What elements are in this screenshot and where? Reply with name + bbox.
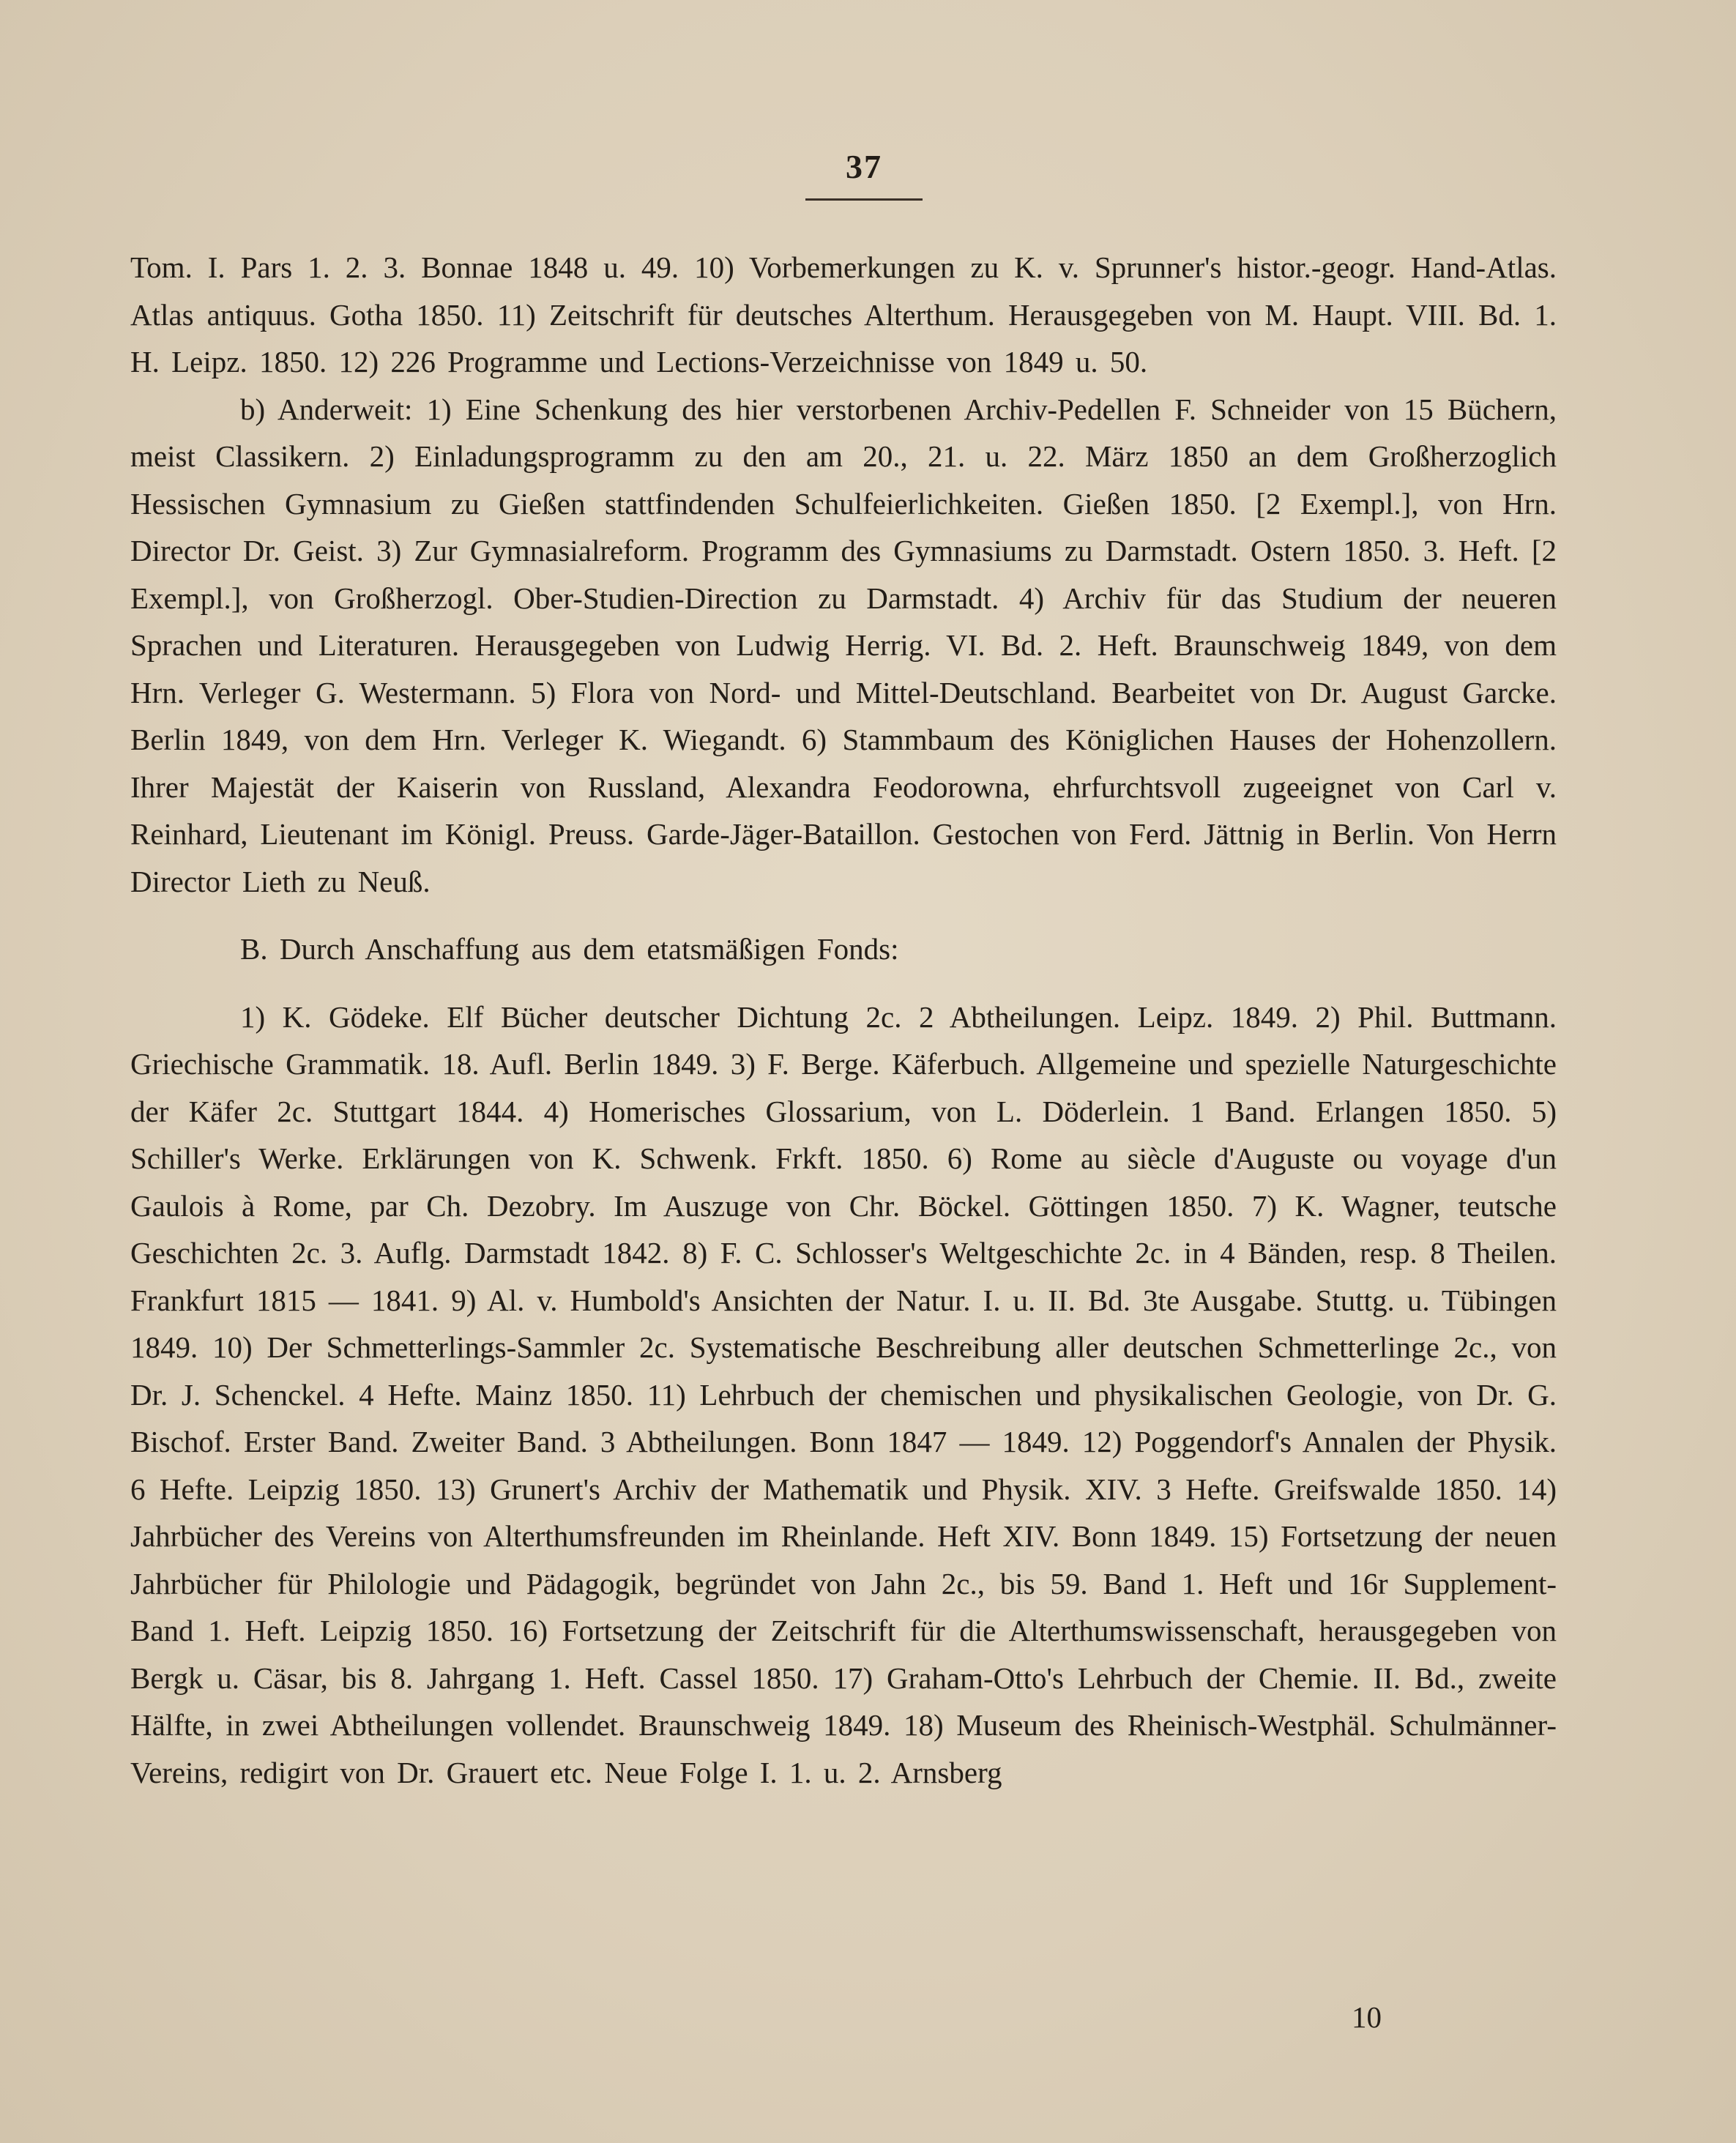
- header-rule: [805, 198, 923, 201]
- paragraph-continuation: Tom. I. Pars 1. 2. 3. Bonnae 1848 u. 49. 10) Vorbemerkungen zu K. v. Sprunner's histor.-geogr. Hand-Atlas. Atlas antiquus. Gotha 1850. 11) Zeitschrift für deutsches Alterthum. Herausgegeben von M. Haupt. VIII. Bd. 1. H. Leipz. 1850. 12) 226 Programme und Lections-Verzeichnisse von 1849 u. 50.: [130, 250, 1557, 379]
- section-heading-b: B. Durch Anschaffung aus dem etatsmäßigen Fonds:: [240, 932, 899, 966]
- body-text: [130, 244, 1557, 1796]
- paragraph-acquisitions-list: 1) K. Gödeke. Elf Bücher deutscher Dichtung 2c. 2 Abtheilungen. Leipz. 1849. 2) Phil. Buttmann. Griechische Grammatik. 18. Aufl. Berlin 1849. 3) F. Berge. Käferbuch. Allgemeine und spezielle Naturgeschichte der Käfer 2c. Stuttgart 1844. 4) Homerisches Glossarium, von L. Döderlein. 1 Band. Erlangen 1850. 5) Schiller's Werke. Erklärungen von K. Schwenk. Frkft. 1850. 6) Rome au siècle d'Auguste ou voyage d'un Gaulois à Rome, par Ch. Dezobry. Im Auszuge von Chr. Böckel. Göttingen 1850. 7) K. Wagner, teutsche Geschichten 2c. 3. Auflg. Darmstadt 1842. 8) F. C. Schlosser's Weltgeschichte 2c. in 4 Bänden, resp. 8 Theilen. Frankfurt 1815 — 1841. 9) Al. v. Humbold's Ansichten der Natur. I. u. II. Bd. 3te Ausgabe. Stuttg. u. Tübingen 1849. 10) Der Schmetterlings-Sammler 2c. Systematische Beschreibung aller deutschen Schmetterlinge 2c., von Dr. J. Schenckel. 4 Hefte. Mainz 1850. 11) Lehrbuch der chemischen und physikalischen Geologie, von Dr. G. Bischof. Erster Band. Zweiter Band. 3 Abtheilungen. Bonn 1847 — 1849. 12) Poggendorf's Annalen der Physik. 6 Hefte. Leipzig 1850. 13) Grunert's Archiv der Mathematik und Physik. XIV. 3 Hefte. Greifswalde 1850. 14) Jahrbücher des Vereins von Alterthumsfreunden im Rheinlande. Heft XIV. Bonn 1849. 15) Fortsetzung der neuen Jahrbücher für Philologie und Pädagogik, begründet von Jahn 2c., bis 59. Band 1. Heft und 16r Supplement-Band 1. Heft. Leipzig 1850. 16) Fortsetzung der Zeitschrift für die Alterthumswissenschaft, herausgegeben von Bergk u. Cäsar, bis 8. Jahrgang 1. Heft. Cassel 1850. 17) Graham-Otto's Lehrbuch der Chemie. II. Bd., zweite Hälfte, in zwei Abtheilungen vollendet. Braunschweig 1849. 18) Museum des Rheinisch-Westphäl. Schulmänner-Vereins, redigirt von Dr. Grauert etc. Neue Folge I. 1. u. 2. Arnsberg: [130, 999, 1557, 1789]
- page-header: [805, 150, 923, 201]
- paragraph-b-anderweit: b) Anderweit: 1) Eine Schenkung des hier verstorbenen Archiv-Pedellen F. Schneider von 15 Büchern, meist Classikern. 2) Einladungsprogramm zu den am 20., 21. u. 22. März 1850 an dem Großherzoglich Hessischen Gymnasium zu Gießen stattfindenden Schulfeierlichkeiten. Gießen 1850. [2 Exempl.], von Hrn. Director Dr. Geist. 3) Zur Gymnasialreform. Programm des Gymnasiums zu Darmstadt. Ostern 1850. 3. Heft. [2 Exempl.], von Großherzogl. Ober-Studien-Direction zu Darmstadt. 4) Archiv für das Studium der neueren Sprachen und Literaturen. Herausgegeben von Ludwig Herrig. VI. Bd. 2. Heft. Braunschweig 1849, von dem Hrn. Verleger G. Westermann. 5) Flora von Nord- und Mittel-Deutschland. Bearbeitet von Dr. August Garcke. Berlin 1849, von dem Hrn. Verleger K. Wiegandt. 6) Stammbaum des Königlichen Hauses der Hohenzollern. Ihrer Majestät der Kaiserin von Russland, Alexandra Feodorowna, ehrfurchtsvoll zugeeignet von Carl v. Reinhard, Lieutenant im Königl. Preuss. Garde-Jäger-Bataillon. Gestochen von Ferd. Jättnig in Berlin. Von Herrn Director Lieth zu Neuß.: [130, 392, 1557, 898]
- signature-mark: 10: [1352, 2000, 1382, 2034]
- page-number: 37: [846, 148, 882, 185]
